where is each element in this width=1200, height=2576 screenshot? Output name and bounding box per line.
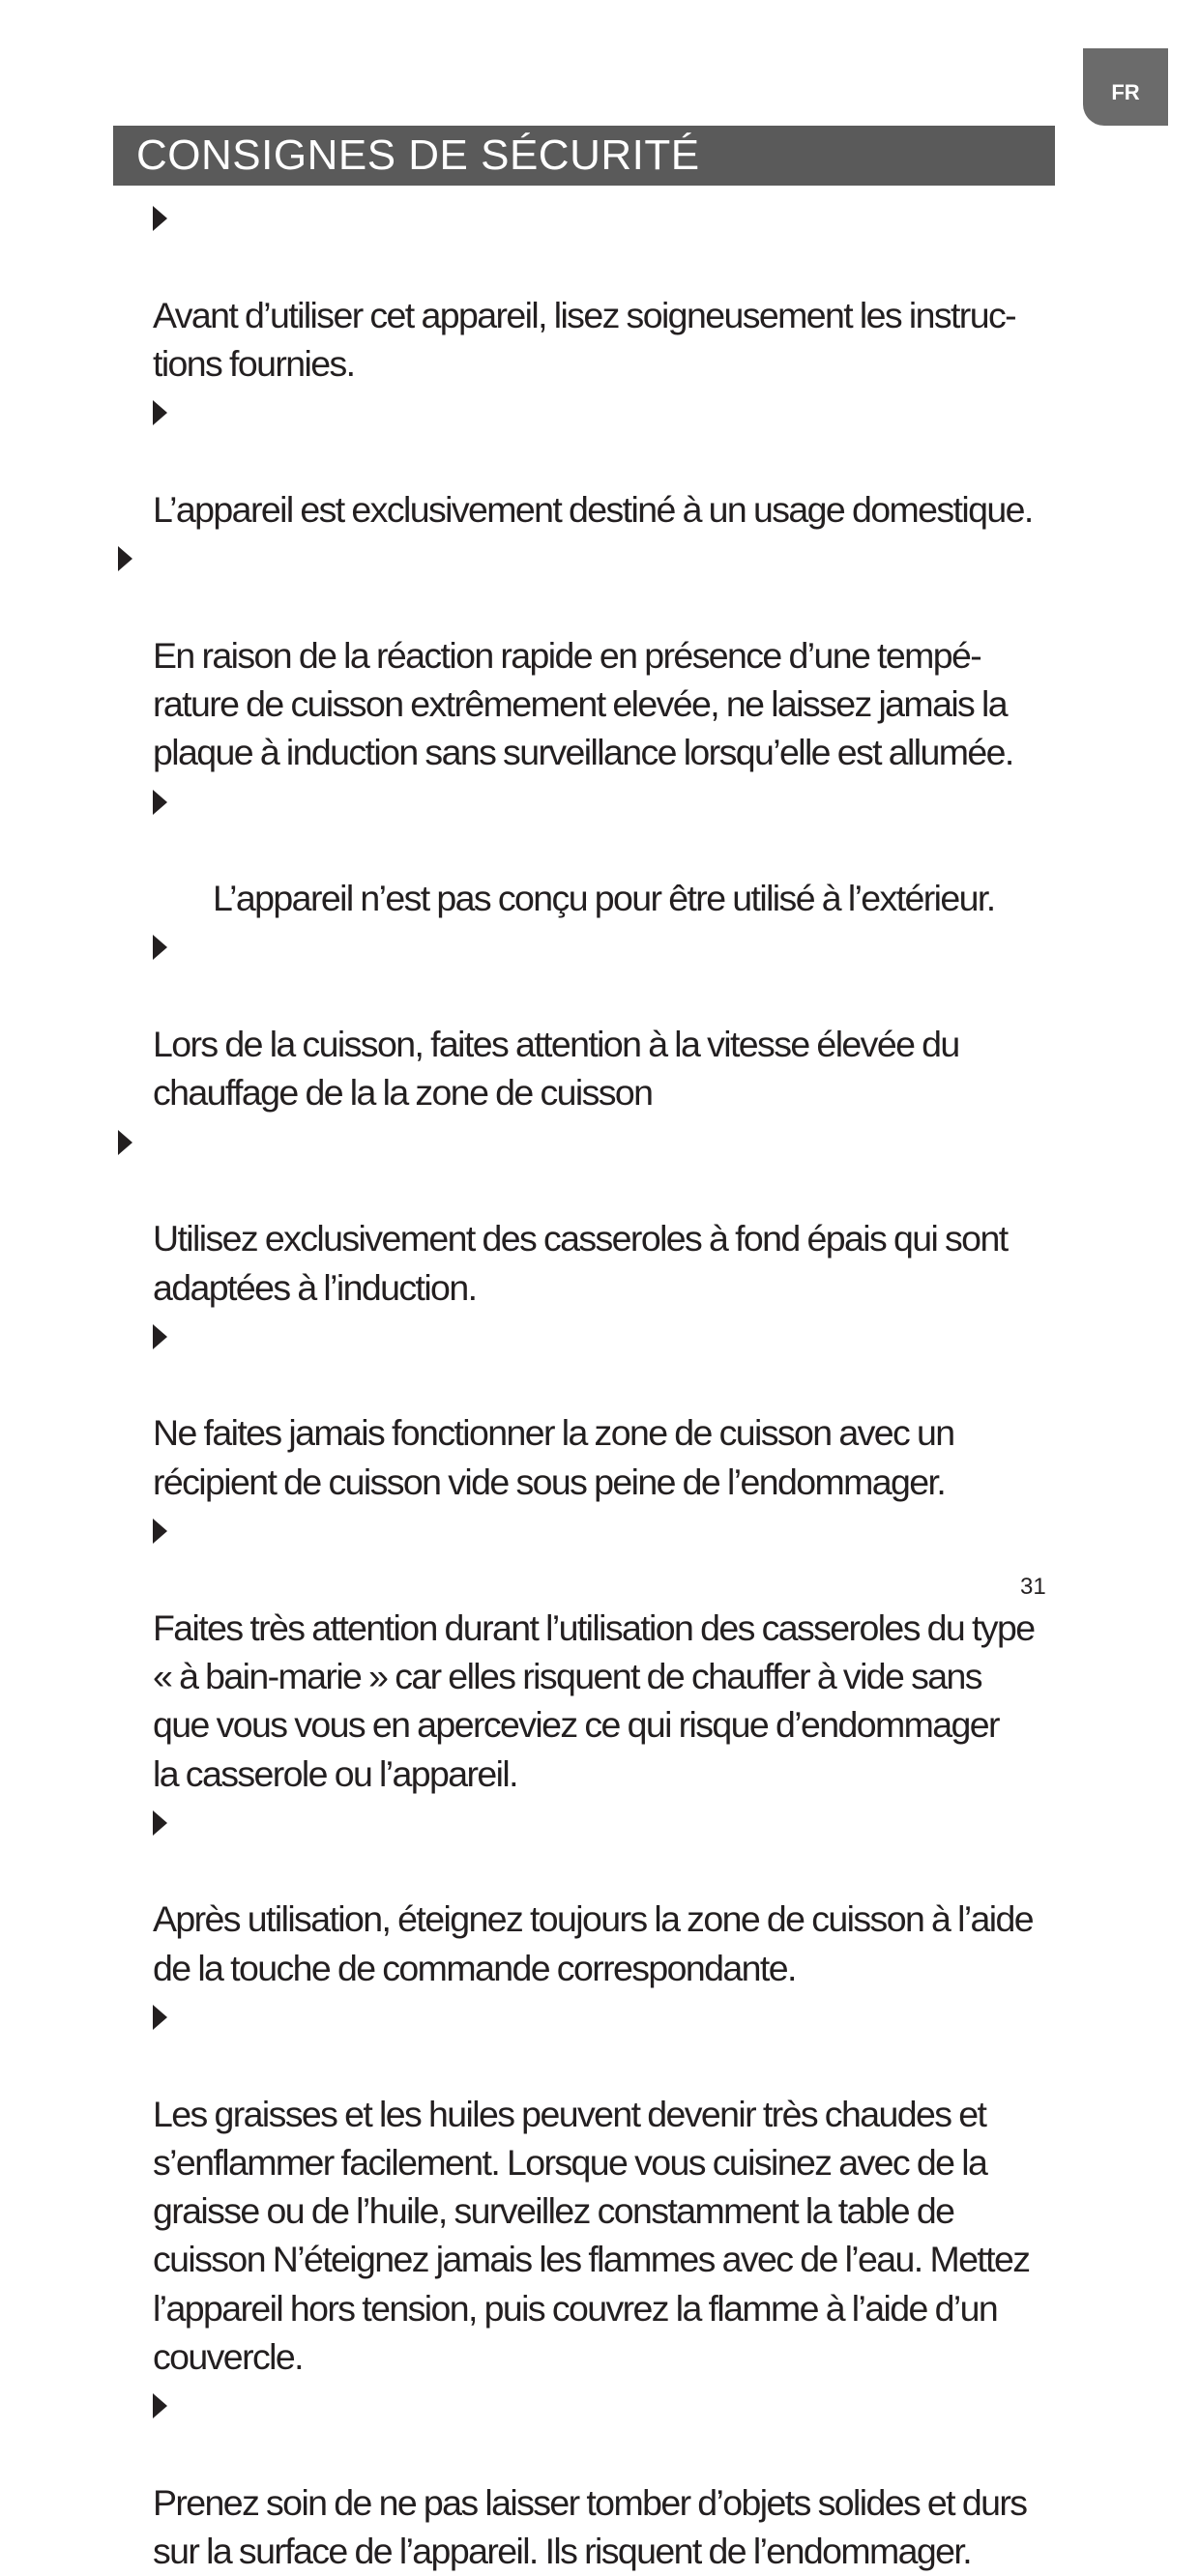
list-item	[116, 388, 1093, 534]
list-item	[116, 534, 1093, 776]
list-item-text: Utilisez exclusivement des casseroles à fond épais qui sont adaptées à l’induction.	[153, 1218, 1008, 1308]
bullet-icon	[153, 790, 167, 815]
list-item-text: Après utilisation, éteignez toujours la zone de cuisson à l’aide de la touche de commande correspondante.	[153, 1898, 1034, 1988]
list-item	[116, 1312, 1093, 1506]
list-item	[116, 1992, 1093, 2381]
bullet-icon	[118, 546, 132, 571]
bullet-icon	[153, 1519, 167, 1544]
list-item	[116, 1117, 1093, 1312]
safety-instructions-list	[116, 193, 1093, 2576]
list-item-text: L’appareil n’est pas conçu pour être utilisé à l’extérieur.	[213, 878, 995, 919]
list-item-text: L’appareil est exclusivement destiné à un usage domestique.	[153, 488, 1033, 530]
bullet-icon	[153, 2005, 167, 2030]
list-item	[116, 2381, 1093, 2575]
list-item	[116, 193, 1093, 388]
bullet-icon	[153, 2393, 167, 2418]
list-item-text: Avant d’utiliser cet appareil, lisez soigneusement les instruc- tions fournies.	[153, 294, 1015, 384]
list-item-text: Lors de la cuisson, faites attention à la vitesse élevée du chauffage de la la zone de cuisson	[153, 1024, 959, 1114]
list-item-text: Les graisses et les huiles peuvent devenir très chaudes et s’enflammer facilement. Lorsque vous cuisinez avec de la graisse ou de l’huile, surveillez constamment la table de cuisson N’éteignez jamais les flammes avec de l’eau. Mettez l’appareil hors tension, puis couvrez la flamme à l’aide d’un couvercle.	[153, 2093, 1030, 2378]
bullet-icon	[118, 1130, 132, 1155]
list-item-text: Ne faites jamais fonctionner la zone de cuisson avec un récipient de cuisson vide sous peine de l’endommager.	[153, 1412, 954, 1502]
page-number: 31	[1020, 1574, 1046, 1600]
bullet-icon	[153, 935, 167, 960]
bullet-icon	[153, 400, 167, 425]
section-title: CONSIGNES DE SÉCURITÉ	[113, 126, 1055, 186]
list-item-text: Prenez soin de ne pas laisser tomber d’objets solides et durs sur la surface de l’appareil. Ils risquent de l’endommager.	[153, 2481, 1027, 2572]
list-item-text: En raison de la réaction rapide en présence d’une tempé- rature de cuisson extrêmement elevée, ne laissez jamais la plaque à induction sans surveillance lorsqu’elle est allumée.	[153, 634, 1013, 773]
list-item	[116, 1798, 1093, 1992]
bullet-icon	[153, 206, 167, 231]
language-tab: FR	[1083, 48, 1168, 126]
list-item	[116, 922, 1093, 1116]
list-item	[116, 777, 1093, 923]
list-item-text: Faites très attention durant l’utilisation des casseroles du type « à bain-marie » car elles risquent de chauffer à vide sans que vous vous en aperceviez ce qui risque d’endommager la casserole ou l’appareil.	[153, 1606, 1035, 1794]
list-item	[116, 1506, 1093, 1798]
bullet-icon	[153, 1324, 167, 1349]
bullet-icon	[153, 1810, 167, 1836]
